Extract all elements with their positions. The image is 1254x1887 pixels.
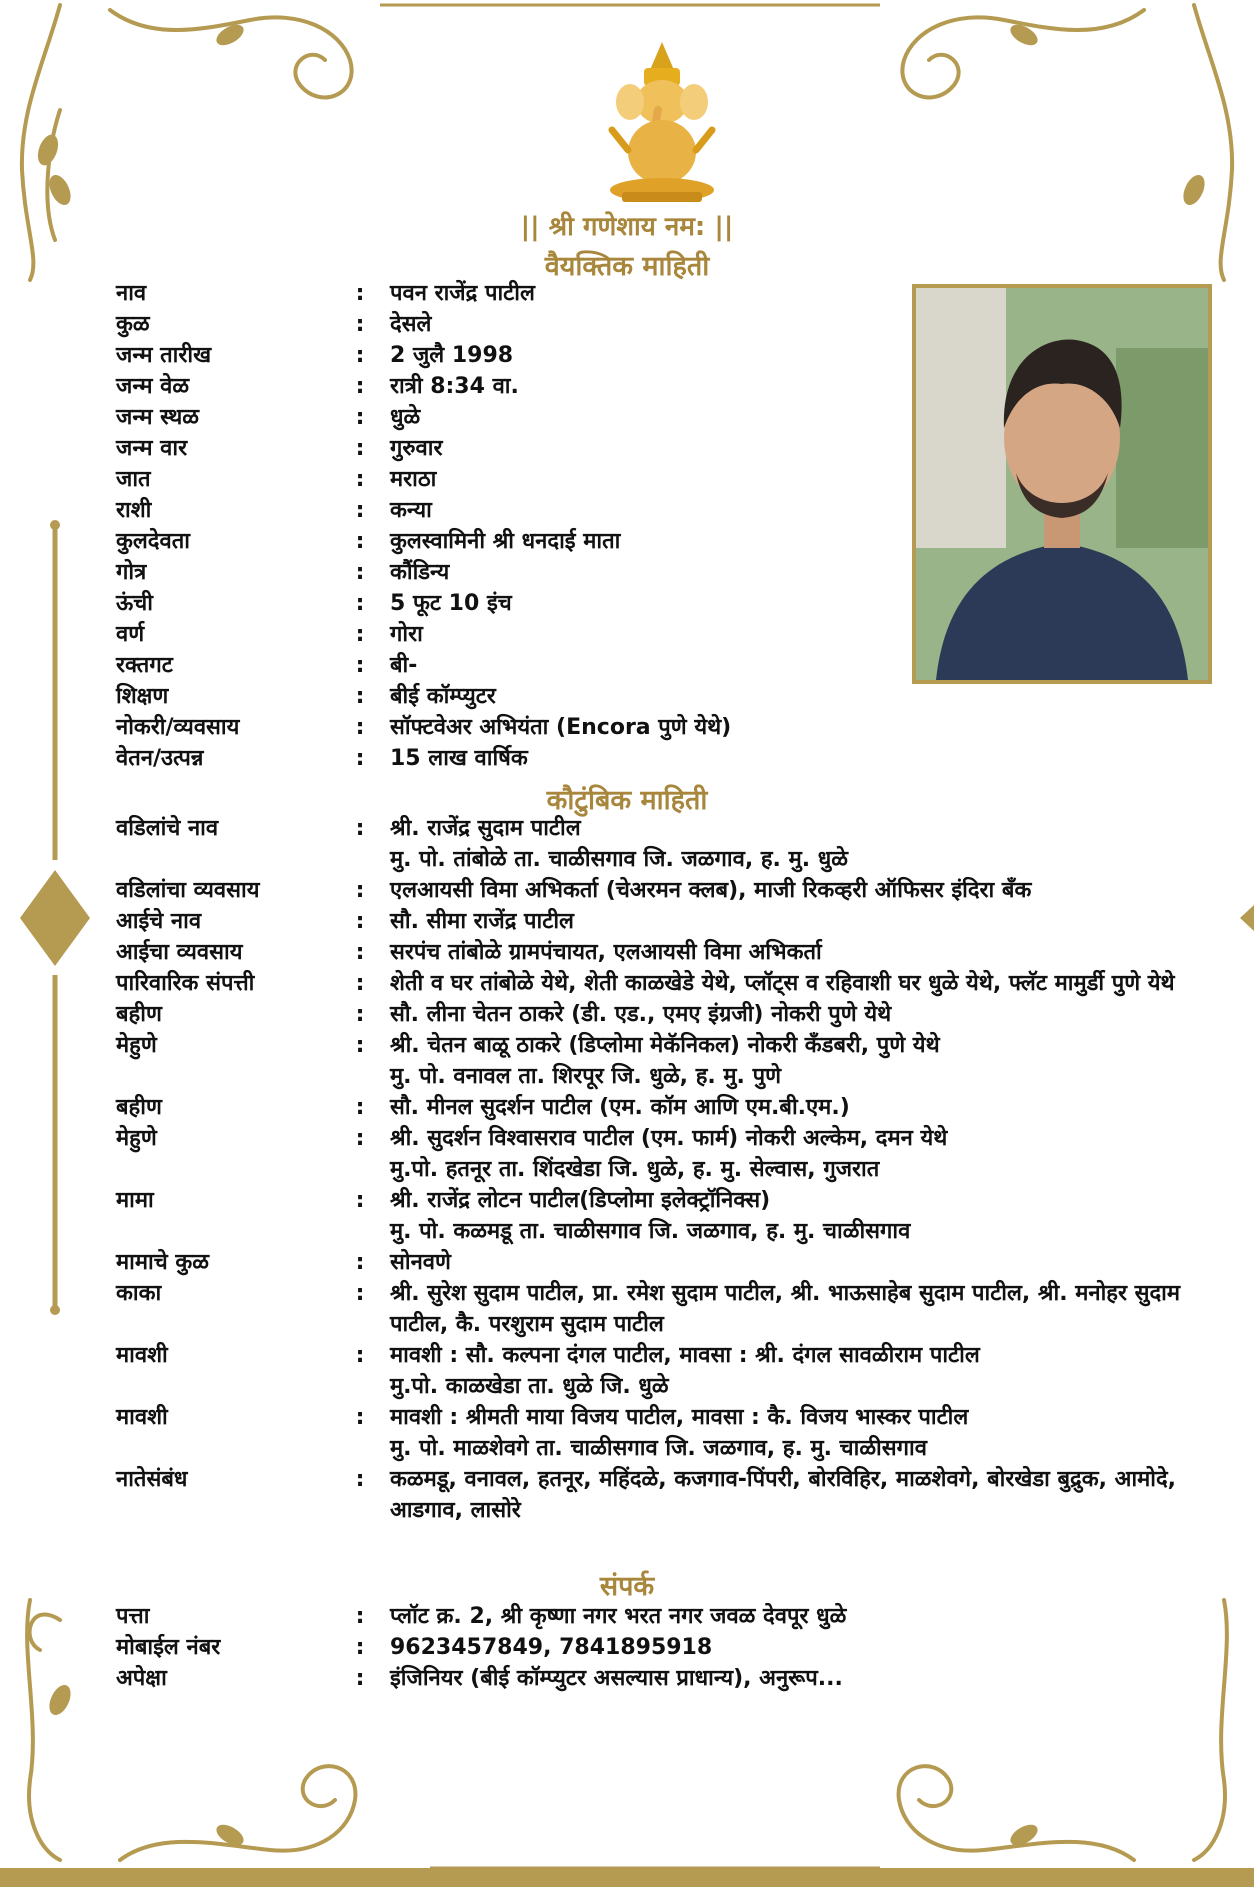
info-row: वडिलांचा व्यवसाय : एलआयसी विमा अभिकर्ता (चेअरमन क्लब), माजी रिकव्हरी ऑफिसर इंदिरा बँक	[116, 875, 1186, 906]
invocation-heading: || श्री गणेशाय नम: ||	[520, 212, 734, 242]
info-row: बहीण : सौ. मीनल सुदर्शन पाटील (एम. कॉम आणि एम.बी.एम.)	[116, 1092, 1186, 1123]
info-row	[116, 1154, 1186, 1185]
row-value: मु. पो. तांबोळे ता. चाळीसगाव जि. जळगाव, ह. मु. धुळे	[390, 847, 848, 872]
info-row: गोत्र : कौंडिन्य	[116, 557, 1186, 588]
info-row: वडिलांचे नाव : श्री. राजेंद्र सुदाम पाटील	[116, 813, 1186, 844]
info-row: जन्म वार : गुरुवार	[116, 433, 1186, 464]
row-value: पवन राजेंद्र पाटील	[390, 281, 535, 306]
row-value: एलआयसी विमा अभिकर्ता (चेअरमन क्लब), माजी रिकव्हरी ऑफिसर इंदिरा बँक	[390, 878, 1032, 903]
row-label: काका	[116, 1281, 162, 1306]
row-value: मु. पो. वनावल ता. शिरपूर जि. धुळे, ह. मु. पुणे	[390, 1064, 781, 1089]
row-value: कन्या	[390, 498, 432, 523]
row-label: आईचा व्यवसाय	[116, 940, 243, 965]
info-row: आईचे नाव : सौ. सीमा राजेंद्र पाटील	[116, 906, 1186, 937]
row-value: सॉफ्टवेअर अभियंता (Encora पुणे येथे)	[390, 715, 732, 740]
address-value: प्लॉट क्र. 2, श्री कृष्णा नगर भरत नगर जवळ देवपूर धुळे	[390, 1604, 847, 1629]
row-label: वडिलांचे नाव	[116, 816, 219, 841]
info-row: कुलदेवता : कुलस्वामिनी श्री धनदाई माता	[116, 526, 1186, 557]
row-label: मेहुणे	[116, 1033, 157, 1058]
row-label: मामाचे कुळ	[116, 1250, 209, 1275]
row-value: श्री. सुदर्शन विश्वासराव पाटील (एम. फार्म) नोकरी अल्केम, दमन येथे	[390, 1126, 948, 1151]
row-value: 2 जुलै 1998	[390, 343, 514, 368]
contact-info-list	[116, 1601, 1186, 1694]
row-value: श्री. चेतन बाळू ठाकरे (डिप्लोमा मेकॅनिकल) नोकरी कँडबरी, पुणे येथे	[390, 1033, 940, 1058]
row-value: गुरुवार	[390, 436, 443, 461]
info-row: जात : मराठा	[116, 464, 1186, 495]
row-label: मावशी	[116, 1343, 168, 1368]
row-label: पत्ता	[116, 1604, 150, 1629]
row-label: नोकरी/व्यवसाय	[116, 715, 240, 740]
info-row: आईचा व्यवसाय : सरपंच तांबोळे ग्रामपंचायत, एलआयसी विमा अभिकर्ता	[116, 937, 1186, 968]
row-value: सौ. सीमा राजेंद्र पाटील	[390, 909, 574, 934]
row-value: सोनवणे	[390, 1250, 451, 1275]
info-row: मेहुणे : श्री. सुदर्शन विश्वासराव पाटील (एम. फार्म) नोकरी अल्केम, दमन येथे	[116, 1123, 1186, 1154]
profile-photo	[912, 284, 1212, 684]
info-row: नाव : पवन राजेंद्र पाटील	[116, 278, 1186, 309]
family-section-title: कौटुंबिक माहिती	[546, 785, 708, 816]
row-label: कुळ	[116, 312, 150, 337]
info-row: शिक्षण : बीई कॉम्प्युटर	[116, 681, 1186, 712]
row-value: श्री. राजेंद्र सुदाम पाटील	[390, 816, 581, 841]
info-row: मावशी : मावशी : सौ. कल्पना दंगल पाटील, मावसा : श्री. दंगल सावळीराम पाटील	[116, 1340, 1186, 1371]
row-label: मामा	[116, 1188, 154, 1213]
row-value: बीई कॉम्प्युटर	[390, 684, 496, 709]
row-label: अपेक्षा	[116, 1666, 167, 1691]
info-row: पत्ता : प्लॉट क्र. 2, श्री कृष्णा नगर भरत नगर जवळ देवपूर धुळे	[116, 1601, 1186, 1632]
ganesha-idol-icon	[592, 40, 732, 205]
info-row: अपेक्षा : इंजिनियर (बीई कॉम्प्युटर असल्यास प्राधान्य), अनुरूप...	[116, 1663, 1186, 1694]
row-value: 5 फूट 10 इंच	[390, 591, 512, 616]
row-value: देसले	[390, 312, 432, 337]
info-row	[116, 1216, 1186, 1247]
row-label: मोबाईल नंबर	[116, 1635, 221, 1660]
row-value: मु.पो. काळखेडा ता. धुळे जि. धुळे	[390, 1374, 669, 1399]
info-row	[116, 1371, 1186, 1402]
row-label: गोत्र	[116, 560, 147, 585]
row-label: जन्म स्थळ	[116, 405, 200, 430]
info-row: वर्ण : गोरा	[116, 619, 1186, 650]
row-label: ऊंची	[116, 591, 153, 616]
info-row: वेतन/उत्पन्न : 15 लाख वार्षिक	[116, 743, 1186, 774]
row-label: रक्तगट	[116, 653, 173, 678]
info-row: रक्तगट : बी-	[116, 650, 1186, 681]
row-label: पारिवारिक संपत्ती	[116, 971, 255, 996]
mobile-value: 9623457849, 7841895918	[390, 1635, 713, 1660]
row-value: कौंडिन्य	[390, 560, 450, 585]
row-value: धुळे	[390, 405, 421, 430]
info-row: ऊंची : 5 फूट 10 इंच	[116, 588, 1186, 619]
row-value: मराठा	[390, 467, 437, 492]
info-row: नातेसंबंध : कळमडू, वनावल, हतनूर, महिंदळे, कजगाव-पिंपरी, बोरविहिर, माळशेवगे, बोरखेडा बुद्रुक, आमोदे, आडगाव, लासोरे	[116, 1464, 1186, 1526]
row-value: सरपंच तांबोळे ग्रामपंचायत, एलआयसी विमा अभिकर्ता	[390, 940, 822, 965]
row-value: मु. पो. माळशेवगे ता. चाळीसगाव जि. जळगाव, ह. मु. चाळीसगाव	[390, 1436, 927, 1461]
info-row: मेहुणे : श्री. चेतन बाळू ठाकरे (डिप्लोमा मेकॅनिकल) नोकरी कँडबरी, पुणे येथे	[116, 1030, 1186, 1061]
row-value: बी-	[390, 653, 418, 678]
row-label: आईचे नाव	[116, 909, 202, 934]
info-row: जन्म तारीख : 2 जुलै 1998	[116, 340, 1186, 371]
row-label: जात	[116, 467, 151, 492]
person-photo-icon	[916, 288, 1208, 680]
row-label: जन्म वेळ	[116, 374, 190, 399]
info-row	[116, 844, 1186, 875]
info-row: पारिवारिक संपत्ती : शेती व घर तांबोळे येथे, शेती काळखेडे येथे, प्लॉट्स व रहिवाशी घर धुळे येथे, फ्लॅट मामुर्डी पुणे येथे	[116, 968, 1186, 999]
row-value: श्री. सुरेश सुदाम पाटील, प्रा. रमेश सुदाम पाटील, श्री. भाऊसाहेब सुदाम पाटील, श्री. मनोहर सुदाम पाटील, कै. परशुराम सुदाम पाटील	[390, 1281, 1181, 1337]
row-value: कुलस्वामिनी श्री धनदाई माता	[390, 529, 621, 554]
row-label: वर्ण	[116, 622, 145, 647]
info-row: राशी : कन्या	[116, 495, 1186, 526]
row-label: बहीण	[116, 1095, 162, 1120]
row-value: सौ. लीना चेतन ठाकरे (डी. एड., एमए इंग्रजी) नोकरी पुणे येथे	[390, 1002, 892, 1027]
info-row: काका : श्री. सुरेश सुदाम पाटील, प्रा. रमेश सुदाम पाटील, श्री. भाऊसाहेब सुदाम पाटील, श्री. मनोहर सुदाम पाटील, कै. परशुराम सुदाम पाटील	[116, 1278, 1186, 1340]
row-value: रात्री 8:34 वा.	[390, 374, 519, 399]
contact-section-title: संपर्क	[599, 1571, 655, 1602]
family-info-list	[116, 813, 1186, 1526]
row-label: जन्म वार	[116, 436, 188, 461]
info-row: जन्म स्थळ : धुळे	[116, 402, 1186, 433]
info-row: मोबाईल नंबर : 9623457849, 7841895918	[116, 1632, 1186, 1663]
info-row: मामा : श्री. राजेंद्र लोटन पाटील(डिप्लोमा इलेक्ट्रॉनिक्स)	[116, 1185, 1186, 1216]
row-value: सौ. मीनल सुदर्शन पाटील (एम. कॉम आणि एम.बी.एम.)	[390, 1095, 850, 1120]
row-value: कळमडू, वनावल, हतनूर, महिंदळे, कजगाव-पिंपरी, बोरविहिर, माळशेवगे, बोरखेडा बुद्रुक, आमोदे, आडगाव, लासोरे	[390, 1467, 1177, 1523]
row-label: शिक्षण	[116, 684, 169, 709]
row-label: वडिलांचा व्यवसाय	[116, 878, 260, 903]
row-label: जन्म तारीख	[116, 343, 212, 368]
info-row: नोकरी/व्यवसाय : सॉफ्टवेअर अभियंता (Encora पुणे येथे)	[116, 712, 1186, 743]
row-label: मावशी	[116, 1405, 168, 1430]
expectation-value: इंजिनियर (बीई कॉम्प्युटर असल्यास प्राधान्य), अनुरूप...	[390, 1666, 843, 1691]
row-value: 15 लाख वार्षिक	[390, 746, 528, 771]
row-value: मावशी : श्रीमती माया विजय पाटील, मावसा : कै. विजय भास्कर पाटील	[390, 1405, 969, 1430]
info-row	[116, 1061, 1186, 1092]
info-row: मामाचे कुळ : सोनवणे	[116, 1247, 1186, 1278]
row-value: गोरा	[390, 622, 423, 647]
personal-section-title: वैयक्तिक माहिती	[544, 251, 710, 282]
bottom-accent-bar	[0, 1868, 1254, 1887]
row-value: मु.पो. हतनूर ता. शिंदखेडा जि. धुळे, ह. मु. सेल्वास, गुजरात	[390, 1157, 880, 1182]
row-value: श्री. राजेंद्र लोटन पाटील(डिप्लोमा इलेक्ट्रॉनिक्स)	[390, 1188, 771, 1213]
row-value: मावशी : सौ. कल्पना दंगल पाटील, मावसा : श्री. दंगल सावळीराम पाटील	[390, 1343, 980, 1368]
row-label: बहीण	[116, 1002, 162, 1027]
row-label: नातेसंबंध	[116, 1467, 188, 1492]
row-label: नाव	[116, 281, 147, 306]
info-row	[116, 1433, 1186, 1464]
row-label: राशी	[116, 498, 152, 523]
row-value: शेती व घर तांबोळे येथे, शेती काळखेडे येथे, प्लॉट्स व रहिवाशी घर धुळे येथे, फ्लॅट मामुर्डी पुणे येथे	[390, 971, 1175, 996]
info-row: मावशी : मावशी : श्रीमती माया विजय पाटील, मावसा : कै. विजय भास्कर पाटील	[116, 1402, 1186, 1433]
info-row: कुळ : देसले	[116, 309, 1186, 340]
info-row: बहीण : सौ. लीना चेतन ठाकरे (डी. एड., एमए इंग्रजी) नोकरी पुणे येथे	[116, 999, 1186, 1030]
info-row: जन्म वेळ : रात्री 8:34 वा.	[116, 371, 1186, 402]
row-label: वेतन/उत्पन्न	[116, 746, 204, 771]
row-label: कुलदेवता	[116, 529, 190, 554]
row-label: मेहुणे	[116, 1126, 157, 1151]
row-value: मु. पो. कळमडू ता. चाळीसगाव जि. जळगाव, ह. मु. चाळीसगाव	[390, 1219, 911, 1244]
